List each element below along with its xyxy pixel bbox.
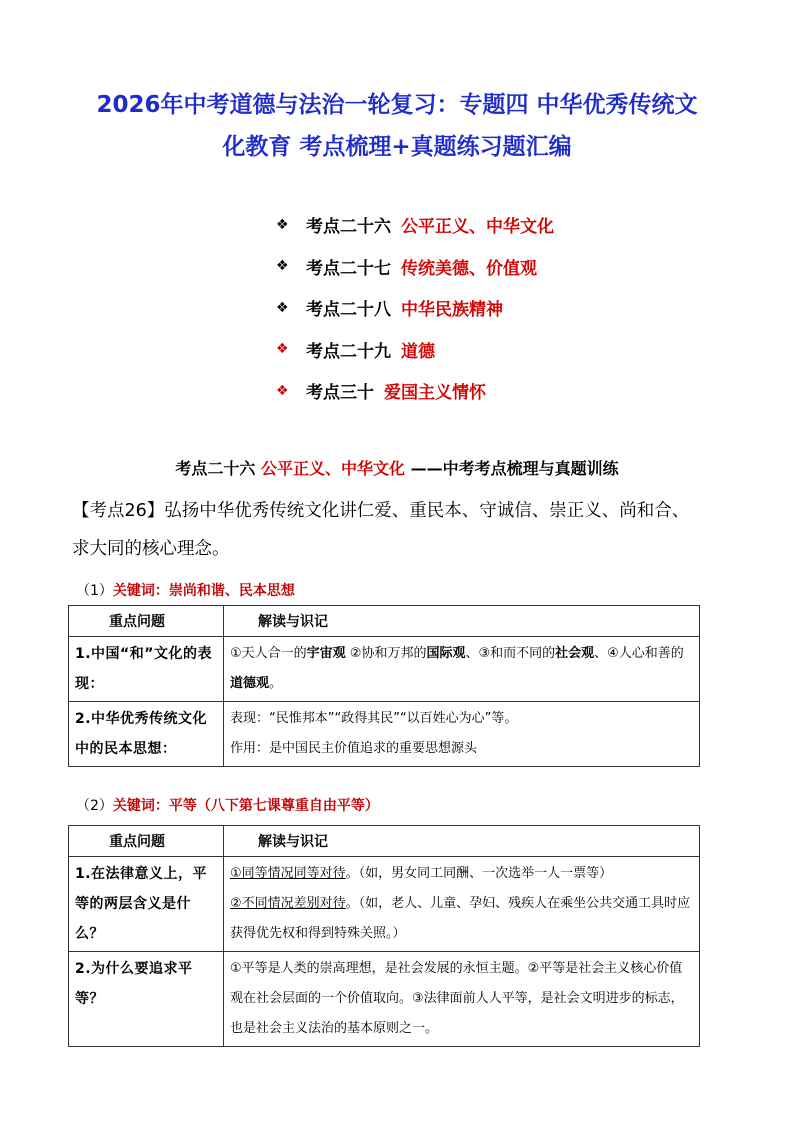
intro-line-2: 求大同的核心理念。 (72, 539, 230, 559)
header-answer: 解读与识记 (224, 826, 700, 857)
topic-name: 道德 (401, 341, 435, 362)
question-cell: 1.在法律意义上，平等的两层含义是什么？ (69, 857, 224, 952)
table-header-row (69, 606, 700, 637)
answer-cell: ①平等是人类的崇高理想，是社会发展的永恒主题。②平等是社会主义核心价值观在社会层面的一个价值取向。③法律面前人人平等，是社会文明进步的标志，也是社会主义法治的基本原则之一。 (224, 952, 700, 1047)
section-heading (70, 456, 724, 479)
diamond-bullet-icon: ❖ (276, 216, 289, 233)
topic-list-item (276, 246, 554, 288)
section-suffix: ——中考考点梳理与真题训练 (410, 459, 619, 478)
keyword-text: 关键词：平等（八下第七课尊重自由平等） (112, 798, 379, 814)
question-cell: 1.中国“和”文化的表现： (69, 637, 224, 702)
answer-text: 。 (269, 676, 283, 691)
keyword-text: 关键词：崇尚和谐、民本思想 (112, 583, 295, 599)
answer-underlined: ②不同情况差别对待 (230, 896, 346, 911)
topic-label: 考点二十六 (306, 217, 391, 238)
topic-label: 考点二十七 (306, 258, 391, 279)
keyword-number: （2） (76, 798, 113, 814)
topic-name: 公平正义、中华文化 (401, 217, 554, 238)
answer-cell (224, 857, 700, 952)
answer-emphasis: 社会观 (555, 646, 595, 661)
topic-list-item (276, 370, 554, 412)
table-row (69, 952, 700, 1047)
answer-text: ①天人合一的 (230, 646, 307, 661)
key-point-table-2 (68, 825, 700, 1047)
table-row (69, 637, 700, 702)
answer-text: 、④人心和善的 (594, 646, 684, 661)
header-question: 重点问题 (69, 606, 224, 637)
topic-list-item (276, 329, 554, 371)
keyword-heading-1 (76, 580, 295, 600)
diamond-bullet-icon: ❖ (276, 299, 289, 316)
topic-list-item (276, 204, 554, 246)
answer-emphasis: 宇宙观 (306, 646, 346, 661)
table-row (69, 857, 700, 952)
answer-text: 表现：“民惟邦本”“政得其民”“以百姓心为心”等。 (230, 711, 518, 726)
key-point-table-1 (68, 605, 700, 767)
question-cell: 2.中华优秀传统文化中的民本思想： (69, 702, 224, 767)
table-header-row (69, 826, 700, 857)
answer-text: 。（如，老人、儿童、孕妇、残疾人在乘坐公共交通工具时应获得优先权和得到特殊关照。） (230, 896, 691, 941)
diamond-bullet-icon: ❖ (276, 258, 289, 275)
key-point-intro (72, 492, 732, 568)
document-title (70, 84, 724, 168)
topic-label: 考点二十八 (306, 300, 391, 321)
keyword-number: （1） (76, 583, 113, 599)
answer-text: 作用：是中国民主价值追求的重要思想源头 (230, 741, 478, 756)
topic-label: 考点二十九 (306, 341, 391, 362)
header-answer: 解读与识记 (224, 606, 700, 637)
table-row (69, 702, 700, 767)
section-topic: 公平正义、中华文化 (260, 459, 405, 478)
topic-list (276, 204, 554, 412)
answer-text: 、③和而不同的 (465, 646, 556, 661)
answer-text: 。（如，男女同工同酬、一次选举一人一票等） (345, 866, 613, 881)
title-line-1: 2026年中考道德与法治一轮复习：专题四 中华优秀传统文 (96, 92, 698, 118)
question-cell: 2.为什么要追求平等？ (69, 952, 224, 1047)
answer-emphasis: 国际观 (426, 646, 466, 661)
topic-name: 爱国主义情怀 (384, 383, 486, 404)
title-line-2: 化教育 考点梳理+真题练习题汇编 (222, 134, 572, 160)
diamond-bullet-icon: ❖ (276, 341, 289, 358)
answer-cell (224, 702, 700, 767)
topic-name: 中华民族精神 (401, 300, 503, 321)
intro-line-1: 【考点26】弘扬中华优秀传统文化讲仁爱、重民本、守诚信、崇正义、尚和合、 (72, 501, 690, 521)
diamond-bullet-icon: ❖ (276, 382, 289, 399)
topic-list-item (276, 287, 554, 329)
header-question: 重点问题 (69, 826, 224, 857)
answer-emphasis: 道德观 (230, 676, 270, 691)
topic-name: 传统美德、价值观 (401, 258, 537, 279)
answer-cell (224, 637, 700, 702)
keyword-heading-2 (76, 795, 379, 815)
section-label: 考点二十六 (175, 459, 256, 478)
answer-text: ②协和万邦的 (345, 646, 427, 661)
topic-label: 考点三十 (306, 383, 374, 404)
answer-underlined: ①同等情况同等对待 (230, 866, 346, 881)
